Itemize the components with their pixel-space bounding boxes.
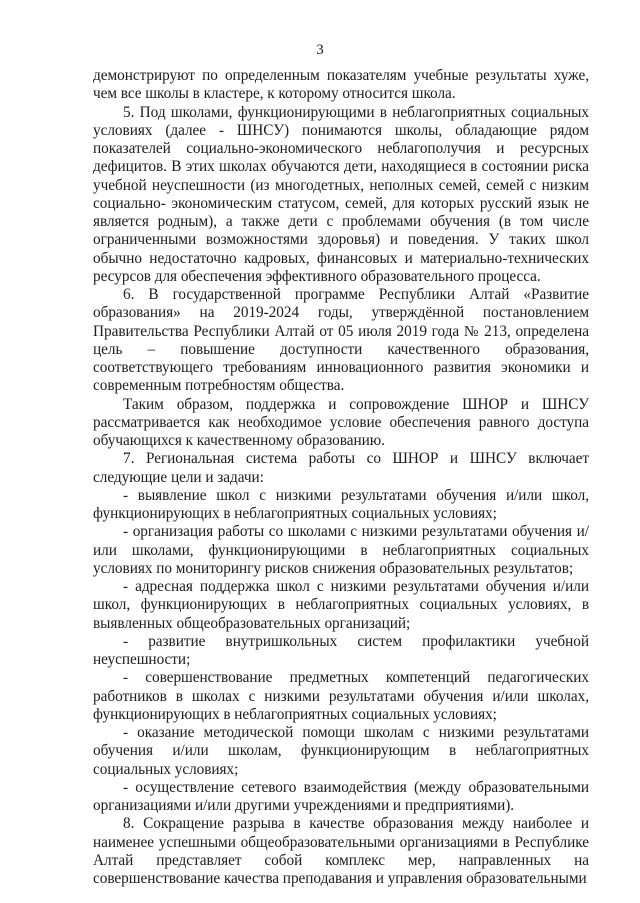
list-item: - организация работы со школами с низкими результатами обучения и/или школами, функционирующими в неблагоприятных социальных условиях по мониторингу рисков снижения образовательных результатов;	[93, 523, 589, 577]
list-item: - развитие внутришкольных систем профилактики учебной неуспешности;	[93, 632, 589, 668]
list-item: - оказание методической помощи школам с низкими результатами обучения и/или школам, функционирующим в неблагоприятных социальных условиях;	[93, 724, 589, 778]
list-item: - осуществление сетевого взаимодействия (между образовательными организациями и/или другими учреждениями и предприятиями).	[93, 778, 589, 814]
paragraph-7: 7. Региональная система работы со ШНОР и ШНСУ включает следующие цели и задачи:	[93, 450, 589, 486]
paragraph-5: 5. Под школами, функционирующими в неблагоприятных социальных условиях (далее - ШНСУ) понимаются школы, обладающие рядом показателей социально-экономического неблагополучия и ресурсных дефицитов. В этих школах обучаются дети, находящиеся в состоянии риска учебной неуспешности (из многодетных, неполных семей, семей с низким социально- экономическим статусом, семей, для которых русский язык не является родным), а также дети с проблемами обучения (в том числе ограниченными возможностями здоровья) и поведения. У таких школ обычно недостаточно кадровых, финансовых и материально-технических ресурсов для обеспечения эффективного образовательного процесса.	[93, 103, 589, 285]
list-item: - выявление школ с низкими результатами обучения и/или школ, функционирующих в неблагоприятных социальных условиях;	[93, 486, 589, 522]
paragraph-6: 6. В государственной программе Республики Алтай «Развитие образования» на 2019-2024 годы, утверждённой постановлением Правительства Республики Алтай от 05 июля 2019 года № 213, определена цель – повышение доступности качественного образования, соответствующего требованиям инновационного развития экономики и современным потребностям общества.	[93, 286, 589, 395]
document-body	[93, 67, 589, 888]
paragraph-conclusion: Таким образом, поддержка и сопровождение ШНОР и ШНСУ рассматривается как необходимое условие обеспечения равного доступа обучающихся к качественному образованию.	[93, 395, 589, 449]
list-item: - адресная поддержка школ с низкими результатами обучения и/или школ, функционирующих в неблагоприятных социальных условиях, в выявленных общеобразовательных организаций;	[93, 578, 589, 632]
list-item: - совершенствование предметных компетенций педагогических работников в школах с низкими результатами обучения и/или школах, функционирующих в неблагоприятных социальных условиях;	[93, 669, 589, 723]
paragraph-8: 8. Сокращение разрыва в качестве образования между наиболее и наименее успешными общеобразовательными организациями в Республике Алтай представляет собой комплекс мер, направленных на совершенствование качества преподавания и управления образовательными	[93, 815, 589, 887]
page-number: 3	[316, 42, 324, 58]
paragraph-continuation: демонстрируют по определенным показателям учебные результаты хуже, чем все школы в кластере, к которому относится школа.	[93, 67, 589, 103]
